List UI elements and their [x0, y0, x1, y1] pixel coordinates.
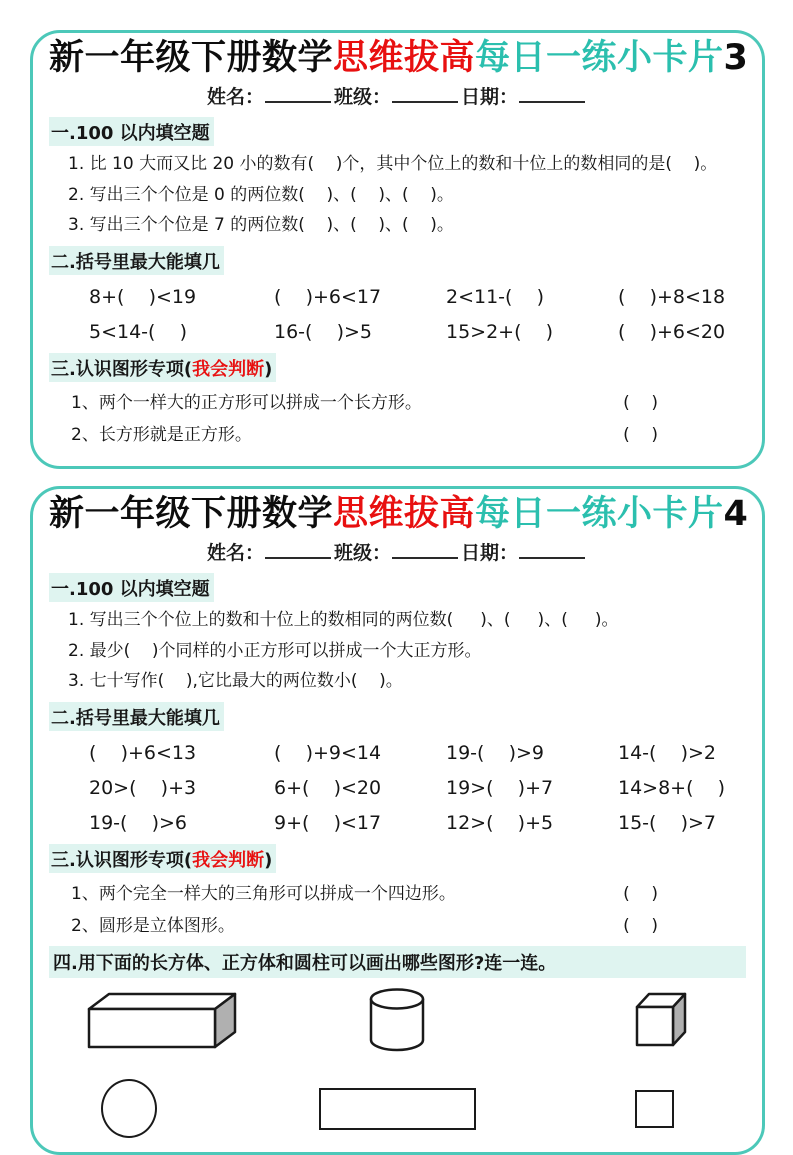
- equation-cell: ( )+6<13: [89, 741, 197, 764]
- equation-cell: 15-( )>7: [618, 811, 717, 834]
- section-heading: [49, 353, 276, 382]
- equation-cell: 16-( )>5: [274, 320, 373, 343]
- equation-cell: 8+( )<19: [89, 285, 197, 308]
- judgment-answer-blank: ( ): [623, 916, 658, 937]
- title-part-black: 新一年级下册数学: [49, 494, 334, 535]
- section-fill-blanks: [49, 114, 746, 240]
- date-blank-line: [519, 86, 585, 103]
- heading-red-text: 我会判断: [192, 849, 265, 871]
- date-label: 日期：: [461, 86, 519, 108]
- section-shapes-judgment: [49, 841, 746, 940]
- title-part-red: 思维拔高: [333, 38, 476, 78]
- cube-shape: [630, 990, 688, 1050]
- equation-cell: ( )+9<14: [274, 741, 382, 764]
- circle-shape: [101, 1079, 157, 1138]
- shape-cell: [281, 1088, 513, 1130]
- practice-card-3: [30, 30, 765, 469]
- heading-red-text: 我会判断: [192, 358, 265, 380]
- cylinder-shape: [367, 987, 427, 1053]
- equation-cell: 6+( )<20: [274, 776, 382, 799]
- flat-shapes-row: [49, 1078, 746, 1140]
- judgment-answer-blank: ( ): [623, 424, 658, 445]
- judgment-answer-blank: ( ): [623, 392, 658, 413]
- equation-cell: 19-( )>6: [89, 811, 188, 834]
- equation-cell: 20>( )+3: [89, 776, 197, 799]
- student-info-line: [49, 82, 746, 109]
- fill-item: 1. 比 10 大而又比 20 小的数有( )个，其中个位上的数和十位上的数相同的是( )。: [68, 154, 718, 174]
- rectangle-shape: [319, 1088, 476, 1130]
- name-label: 姓名：: [206, 86, 264, 108]
- date-blank-line: [519, 542, 585, 559]
- section-fill-blanks: [49, 570, 746, 696]
- judgment-answer-blank: ( ): [623, 883, 658, 904]
- judgment-item: [49, 422, 746, 448]
- cuboid-shape: [77, 988, 245, 1052]
- section-draw-connect: [49, 946, 746, 1140]
- title-part-teal: 每日一练小卡片: [475, 38, 724, 78]
- section-heading: 二.括号里最大能填几: [49, 702, 224, 731]
- equation-cell: ( )+8<18: [618, 285, 726, 308]
- equation-cell: 15>2+( ): [446, 320, 554, 343]
- equation-cell: 12>( )+5: [446, 811, 554, 834]
- class-blank-line: [392, 542, 458, 559]
- heading-text: 三.认识图形专项(: [51, 358, 193, 380]
- title-part-black: 新一年级下册数学: [49, 38, 334, 78]
- equation-cell: 9+( )<17: [274, 811, 382, 834]
- section-heading: 一.100 以内填空题: [49, 573, 214, 602]
- judgment-item: [49, 913, 746, 939]
- equation-cell: 19-( )>9: [446, 741, 545, 764]
- name-label: 姓名：: [206, 542, 264, 565]
- judgment-item: [49, 881, 746, 907]
- class-blank-line: [392, 86, 458, 103]
- section-heading: [49, 844, 276, 873]
- equation-cell: ( )+6<20: [618, 320, 726, 343]
- fill-item: 3. 七十写作( ),它比最大的两位数小( )。: [68, 671, 403, 692]
- section-heading: 一.100 以内填空题: [49, 117, 214, 146]
- class-label: 班级：: [333, 86, 391, 108]
- section-heading: 四.用下面的长方体、正方体和圆柱可以画出哪些图形?连一连。: [49, 946, 746, 978]
- title-part-teal: 每日一练小卡片: [475, 494, 724, 535]
- heading-text: ): [264, 849, 273, 871]
- section-shapes-judgment: [49, 350, 746, 449]
- shape-cell: [49, 988, 281, 1052]
- date-label: 日期：: [461, 542, 519, 565]
- section-heading: 二.括号里最大能填几: [49, 246, 224, 275]
- shape-cell: [514, 990, 746, 1050]
- judgment-text: 2、圆形是立体图形。: [71, 916, 235, 937]
- fill-item: 3. 写出三个个位是 7 的两位数( )、( )、( )。: [68, 215, 454, 236]
- card-title: [49, 493, 749, 535]
- section-max-fill: [49, 243, 746, 343]
- title-card-number: 4: [723, 494, 749, 535]
- card-title: [49, 37, 749, 79]
- equation-cell: 14>8+( ): [618, 776, 726, 799]
- shape-cell: [281, 987, 513, 1053]
- fill-item: 2. 写出三个个位是 0 的两位数( )、( )、( )。: [68, 184, 454, 205]
- name-blank-line: [265, 542, 331, 559]
- judgment-text: 1、两个一样大的正方形可以拼成一个长方形。: [71, 392, 422, 413]
- title-card-number: 3: [723, 38, 749, 78]
- fill-item: 1. 写出三个个位上的数和十位上的数相同的两位数( )、( )、( )。: [68, 610, 619, 631]
- heading-text: 三.认识图形专项(: [51, 849, 193, 871]
- name-blank-line: [265, 86, 331, 103]
- equation-cell: 14-( )>2: [618, 741, 717, 764]
- equation-cell: 2<11-( ): [446, 285, 545, 308]
- equation-grid: [49, 286, 746, 343]
- student-info-line: [49, 538, 746, 565]
- judgment-text: 2、长方形就是正方形。: [71, 424, 252, 445]
- class-label: 班级：: [333, 542, 391, 565]
- fill-item: 2. 最少( )个同样的小正方形可以拼成一个大正方形。: [68, 640, 482, 661]
- title-part-red: 思维拔高: [333, 494, 476, 535]
- equation-cell: ( )+6<17: [274, 285, 382, 308]
- shape-cell: [49, 1079, 281, 1138]
- judgment-item: [49, 390, 746, 416]
- solid-shapes-row: [49, 984, 746, 1056]
- section-max-fill: [49, 699, 746, 834]
- equation-cell: 5<14-( ): [89, 320, 188, 343]
- judgment-text: 1、两个完全一样大的三角形可以拼成一个四边形。: [71, 883, 456, 904]
- heading-text: ): [264, 358, 273, 380]
- equation-grid: [49, 742, 746, 834]
- equation-cell: 19>( )+7: [446, 776, 554, 799]
- practice-card-4: [30, 486, 765, 1154]
